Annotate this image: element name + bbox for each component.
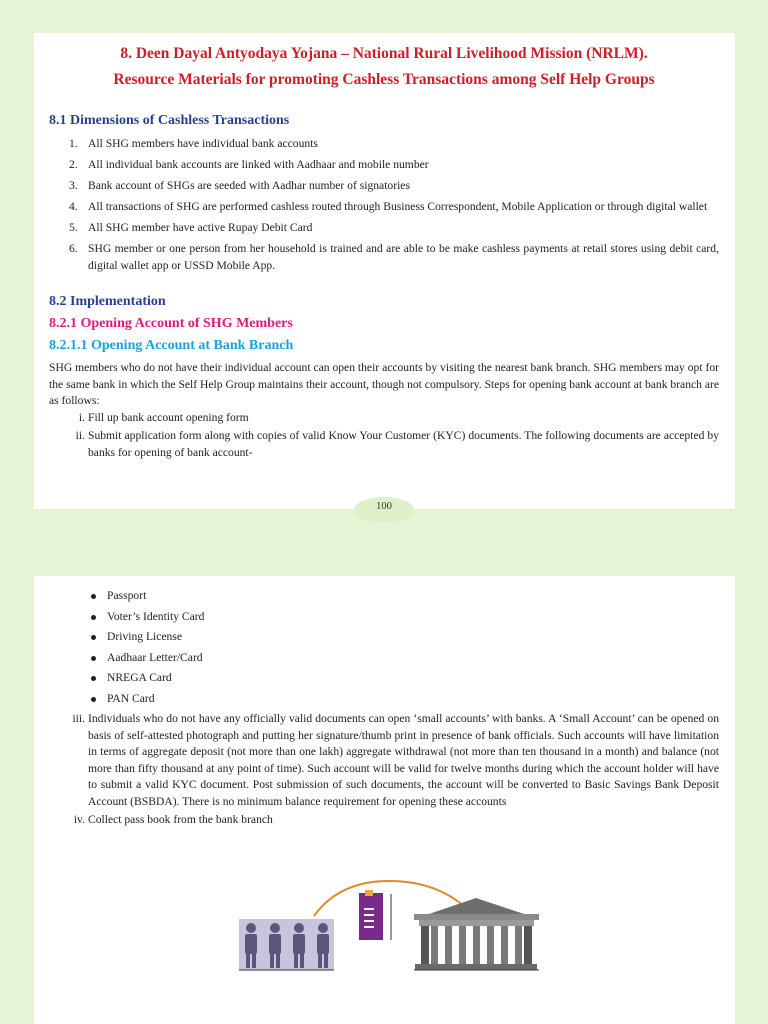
intro-paragraph: SHG members who do not have their individual account can open their accounts by visiting the nearest bank branch. SHG members may opt for the same bank in which the Self Help Group maintains their account, though not compulsory. Steps for opening bank account at bank branch are as follows: xyxy=(49,361,719,407)
document-page-1 xyxy=(34,33,735,509)
people-group-icon xyxy=(239,919,334,970)
section-heading-8-2-1: 8.2.1 Opening Account of SHG Members xyxy=(49,316,293,331)
page-number-badge: 100 xyxy=(354,497,414,523)
page-title-line-1: 8. Deen Dayal Antyodaya Yojana – National Rural Livelihood Mission (NRLM). xyxy=(120,45,648,62)
list-item: ii. Submit application form along with copies of valid Know Your Customer (KYC) documents. The following documents are accepted by banks for opening of bank account- xyxy=(75,429,719,459)
page-title-line-2: Resource Materials for promoting Cashless Transactions among Self Help Groups xyxy=(113,71,655,88)
account-opening-illustration xyxy=(239,876,539,976)
steps-list-continued xyxy=(49,711,719,829)
list-item: iv. Collect pass book from the bank branch xyxy=(73,813,273,826)
list-item: 6. SHG member or one person from her household is trained and are able to be make cashless payments at retail stores using debit card, digital wallet app or USSD Mobile App. xyxy=(69,242,719,272)
dimensions-list xyxy=(49,136,719,274)
list-item: Aadhaar Letter/Card xyxy=(49,650,719,667)
application-form-icon xyxy=(359,890,391,940)
steps-list xyxy=(49,410,719,462)
list-item: Passport xyxy=(49,588,719,605)
section-heading-8-2: 8.2 Implementation xyxy=(49,294,166,309)
list-item: iii. Individuals who do not have any officially valid documents can open ‘small accounts’ with banks. A ‘Small Account’ can be opened on basis of self-attested photograph and putting her signature/thumb print in presence of bank officials. Such accounts will have limitation in terms of aggregate deposit (not more than one lakh) aggregate withdrawal (not more than ten thousand in a month) and balance (not more than fifty thousand at any point of time). Such account will be valid for twelve months during which the account holder will have to submit a valid KYC document. Post submission of such documents, the account will be converted to Basic Savings Bank Deposit Account (BSBDA). There is no minimum balance requirement for opening these accounts xyxy=(72,712,719,808)
section-heading-8-2-1-1: 8.2.1.1 Opening Account at Bank Branch xyxy=(49,338,294,353)
kyc-documents-list xyxy=(49,588,719,707)
list-item: 3. Bank account of SHGs are seeded with Aadhar number of signatories xyxy=(69,179,410,192)
list-item: 1. All SHG members have individual bank accounts xyxy=(69,137,318,150)
list-item: NREGA Card xyxy=(49,670,719,687)
list-item: i. Fill up bank account opening form xyxy=(78,410,249,424)
list-item: 2. All individual bank accounts are linked with Aadhaar and mobile number xyxy=(69,158,429,171)
list-item: 5. All SHG member have active Rupay Debit Card xyxy=(69,221,313,234)
list-item: Voter’s Identity Card xyxy=(49,609,719,626)
list-item: 4. All transactions of SHG are performed cashless routed through Business Correspondent, Mobile Application or through digital wallet xyxy=(69,200,708,213)
list-item: PAN Card xyxy=(49,691,719,708)
list-item: Driving License xyxy=(49,629,719,646)
bank-building-icon xyxy=(414,898,539,970)
section-heading-8-1: 8.1 Dimensions of Cashless Transactions xyxy=(49,113,290,128)
document-page-2 xyxy=(34,576,735,1024)
